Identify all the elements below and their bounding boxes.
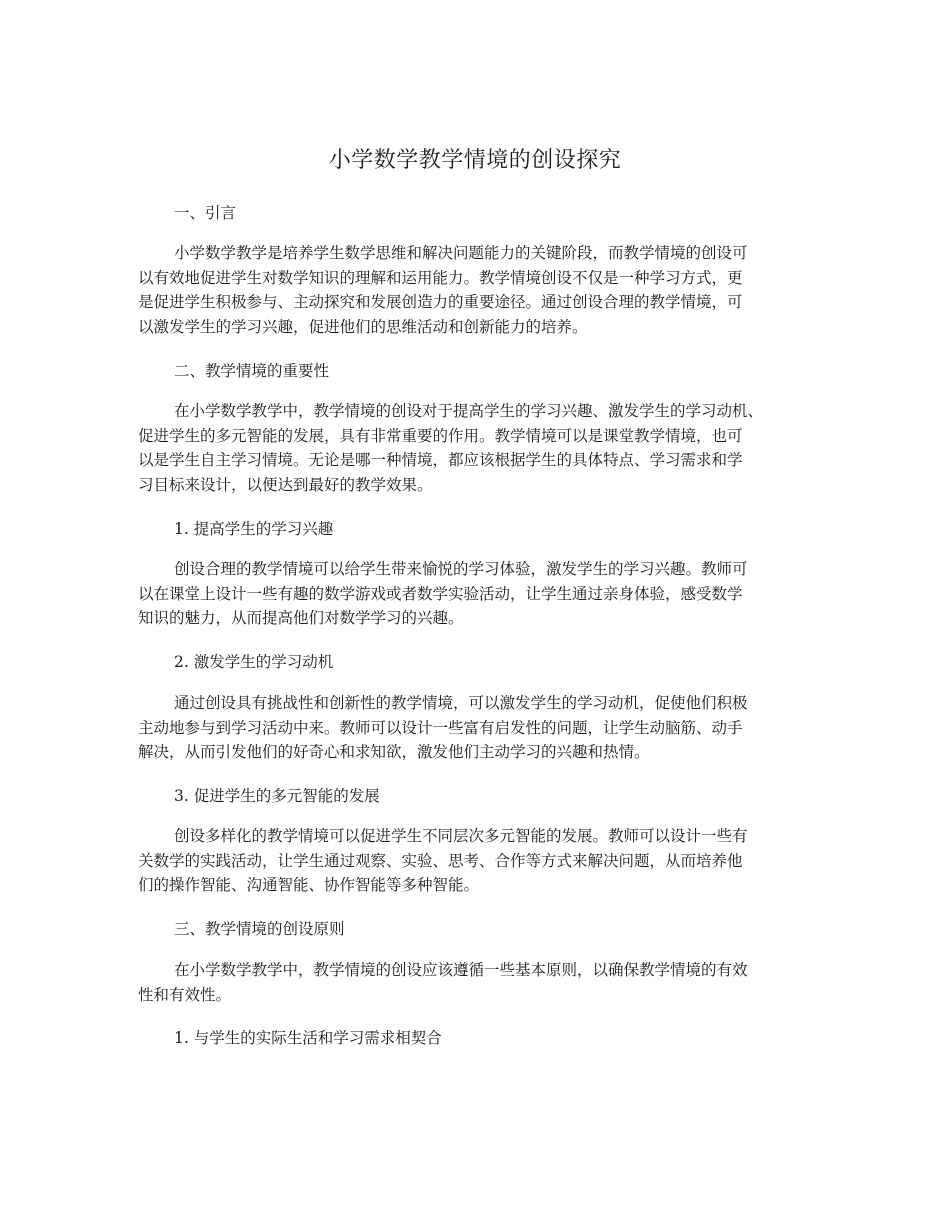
subheading-motivation: 2. 激发学生的学习动机	[174, 653, 334, 671]
section-heading-principles: 三、教学情境的创设原则	[174, 920, 345, 938]
paragraph-line: 主动地参与到学习活动中来。教师可以设计一些富有启发性的问题，让学生动脑筋、动手	[138, 718, 743, 737]
paragraph-line: 是促进学生积极参与、主动探究和发展创造力的重要途径。通过创设合理的教学情境，可	[138, 293, 743, 311]
paragraph-line: 知识的魅力，从而提高他们对数学学习的兴趣。	[138, 609, 464, 627]
paragraph-line: 性和有效性。	[138, 985, 232, 1004]
paragraph-line: 小学数学教学是培养学生数学思维和解决问题能力的关键阶段，而教学情境的创设可	[174, 244, 748, 262]
subheading-multiple-intelligences: 3. 促进学生的多元智能的发展	[174, 787, 380, 805]
section-heading-importance: 二、教学情境的重要性	[174, 362, 330, 380]
paragraph-line: 创设多样化的教学情境可以促进学生不同层次多元智能的发展。教师可以设计一些有	[174, 827, 748, 845]
paragraph-line: 在小学数学教学中，教学情境的创设对于提高学生的学习兴趣、激发学生的学习动机、	[174, 402, 764, 420]
section-heading-introduction: 一、引言	[174, 204, 237, 222]
paragraph-line: 以激发学生的学习兴趣，促进他们的思维活动和创新能力的培养。	[138, 317, 588, 336]
paragraph-line: 习目标来设计，以便达到最好的教学效果。	[138, 475, 433, 494]
subheading-interest: 1. 提高学生的学习兴趣	[174, 520, 334, 538]
paragraph-principles	[138, 958, 810, 1007]
paragraph-line: 以在课堂上设计一些有趣的数学游戏或者数学实验活动，让学生通过亲身体验，感受数学	[138, 584, 743, 603]
paragraph-multiple-intelligences	[138, 824, 810, 898]
paragraph-line: 解决，从而引发他们的好奇心和求知欲，激发他们主动学习的兴趣和热情。	[138, 743, 650, 761]
document-title: 小学数学教学情境的创设探究	[328, 148, 622, 173]
paragraph-line: 促进学生的多元智能的发展，具有非常重要的作用。教学情境可以是课堂教学情境，也可	[138, 426, 743, 445]
paragraph-line: 关数学的实践活动，让学生通过观察、实验、思考、合作等方式来解决问题，从而培养他	[138, 851, 743, 870]
paragraph-line: 们的操作智能、沟通智能、协作智能等多种智能。	[138, 876, 480, 894]
paragraph-importance	[138, 399, 810, 497]
paragraph-motivation	[138, 691, 810, 765]
paragraph-interest	[138, 557, 810, 631]
paragraph-line: 创设合理的教学情境可以给学生带来愉悦的学习体验，激发学生的学习兴趣。教师可	[174, 560, 748, 578]
subheading-real-life: 1. 与学生的实际生活和学习需求相契合	[174, 1029, 442, 1047]
paragraph-line: 通过创设具有挑战性和创新性的教学情境，可以激发学生的学习动机，促使他们积极	[174, 694, 748, 712]
paragraph-line: 在小学数学教学中，教学情境的创设应该遵循一些基本原则，以确保教学情境的有效	[174, 961, 748, 979]
paragraph-line: 以是学生自主学习情境。无论是哪一种情境，都应该根据学生的具体特点、学习需求和学	[138, 451, 743, 469]
paragraph-introduction	[138, 241, 810, 339]
paragraph-line: 以有效地促进学生对数学知识的理解和运用能力。教学情境创设不仅是一种学习方式，更	[138, 268, 743, 287]
